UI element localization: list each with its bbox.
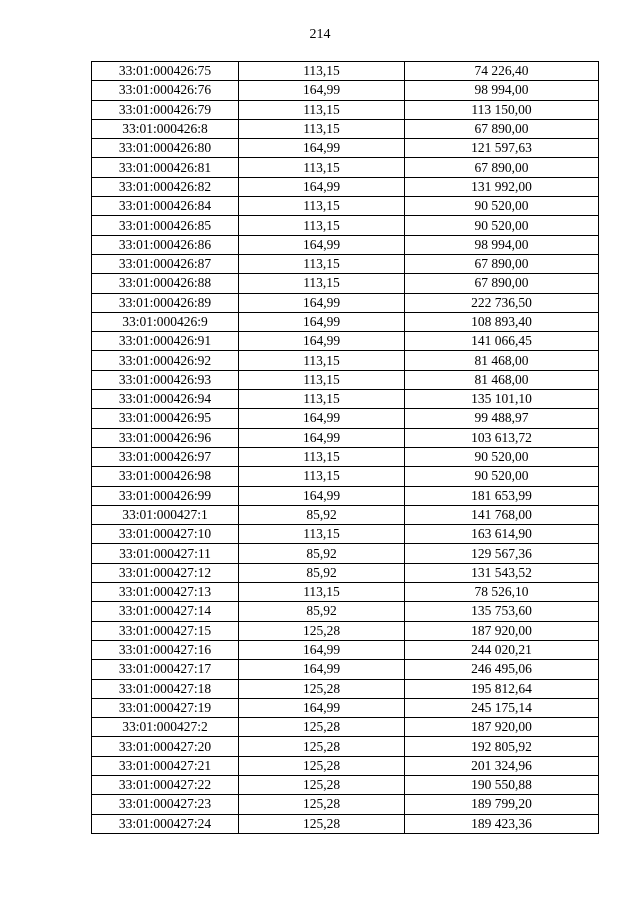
cadastral-number-cell: 33:01:000427:22 <box>92 775 239 794</box>
cadastral-number-cell: 33:01:000427:12 <box>92 563 239 582</box>
table-row <box>92 312 599 331</box>
rate-cell: 85,92 <box>239 602 405 621</box>
table-row <box>92 177 599 196</box>
table-row <box>92 467 599 486</box>
rate-cell: 125,28 <box>239 679 405 698</box>
table-row <box>92 640 599 659</box>
cost-cell: 81 468,00 <box>405 351 599 370</box>
cadastral-number-cell: 33:01:000426:86 <box>92 235 239 254</box>
table-row <box>92 602 599 621</box>
rate-cell: 164,99 <box>239 312 405 331</box>
cadastral-number-cell: 33:01:000427:19 <box>92 698 239 717</box>
cadastral-number-cell: 33:01:000427:14 <box>92 602 239 621</box>
cadastral-number-cell: 33:01:000427:13 <box>92 583 239 602</box>
cadastral-number-cell: 33:01:000426:82 <box>92 177 239 196</box>
cost-cell: 121 597,63 <box>405 139 599 158</box>
cadastral-number-cell: 33:01:000426:80 <box>92 139 239 158</box>
rate-cell: 113,15 <box>239 62 405 81</box>
rate-cell: 125,28 <box>239 775 405 794</box>
table-row <box>92 447 599 466</box>
cost-cell: 103 613,72 <box>405 428 599 447</box>
cadastral-number-cell: 33:01:000426:89 <box>92 293 239 312</box>
cadastral-number-cell: 33:01:000426:81 <box>92 158 239 177</box>
cost-cell: 67 890,00 <box>405 119 599 138</box>
cadastral-number-cell: 33:01:000426:99 <box>92 486 239 505</box>
table-row <box>92 660 599 679</box>
cost-cell: 90 520,00 <box>405 447 599 466</box>
cost-cell: 163 614,90 <box>405 525 599 544</box>
table-row <box>92 332 599 351</box>
cadastral-number-cell: 33:01:000427:1 <box>92 505 239 524</box>
cost-cell: 141 066,45 <box>405 332 599 351</box>
table-row <box>92 158 599 177</box>
table-row <box>92 139 599 158</box>
cadastral-number-cell: 33:01:000427:15 <box>92 621 239 640</box>
cadastral-number-cell: 33:01:000426:97 <box>92 447 239 466</box>
cost-cell: 74 226,40 <box>405 62 599 81</box>
rate-cell: 113,15 <box>239 274 405 293</box>
table-row <box>92 428 599 447</box>
rate-cell: 164,99 <box>239 428 405 447</box>
table-row <box>92 235 599 254</box>
rate-cell: 85,92 <box>239 544 405 563</box>
table-row <box>92 370 599 389</box>
rate-cell: 113,15 <box>239 370 405 389</box>
cost-cell: 222 736,50 <box>405 293 599 312</box>
cost-cell: 201 324,96 <box>405 756 599 775</box>
rate-cell: 125,28 <box>239 621 405 640</box>
rate-cell: 164,99 <box>239 698 405 717</box>
table-row <box>92 505 599 524</box>
rate-cell: 113,15 <box>239 197 405 216</box>
rate-cell: 113,15 <box>239 119 405 138</box>
cadastral-number-cell: 33:01:000426:95 <box>92 409 239 428</box>
table-row <box>92 814 599 833</box>
rate-cell: 164,99 <box>239 139 405 158</box>
table-row <box>92 795 599 814</box>
table-row <box>92 254 599 273</box>
rate-cell: 113,15 <box>239 390 405 409</box>
cost-cell: 135 101,10 <box>405 390 599 409</box>
cost-cell: 129 567,36 <box>405 544 599 563</box>
cadastral-number-cell: 33:01:000427:18 <box>92 679 239 698</box>
cadastral-number-cell: 33:01:000427:16 <box>92 640 239 659</box>
rate-cell: 113,15 <box>239 467 405 486</box>
page-number: 214 <box>309 27 331 42</box>
rate-cell: 113,15 <box>239 254 405 273</box>
rate-cell: 164,99 <box>239 81 405 100</box>
cost-cell: 90 520,00 <box>405 216 599 235</box>
cadastral-number-cell: 33:01:000426:92 <box>92 351 239 370</box>
table-row <box>92 698 599 717</box>
cadastral-number-cell: 33:01:000426:87 <box>92 254 239 273</box>
rate-cell: 164,99 <box>239 332 405 351</box>
cost-cell: 246 495,06 <box>405 660 599 679</box>
rate-cell: 113,15 <box>239 351 405 370</box>
cadastral-number-cell: 33:01:000427:10 <box>92 525 239 544</box>
cost-cell: 141 768,00 <box>405 505 599 524</box>
table-body <box>92 62 599 834</box>
cost-cell: 90 520,00 <box>405 197 599 216</box>
cost-cell: 192 805,92 <box>405 737 599 756</box>
cost-cell: 189 423,36 <box>405 814 599 833</box>
cost-cell: 78 526,10 <box>405 583 599 602</box>
rate-cell: 164,99 <box>239 235 405 254</box>
cadastral-number-cell: 33:01:000426:98 <box>92 467 239 486</box>
cadastral-number-cell: 33:01:000427:17 <box>92 660 239 679</box>
cost-cell: 131 992,00 <box>405 177 599 196</box>
table-row <box>92 100 599 119</box>
table-row <box>92 390 599 409</box>
cost-cell: 245 175,14 <box>405 698 599 717</box>
rate-cell: 113,15 <box>239 525 405 544</box>
cadastral-number-cell: 33:01:000427:2 <box>92 718 239 737</box>
cost-cell: 81 468,00 <box>405 370 599 389</box>
table-row <box>92 525 599 544</box>
table-row <box>92 119 599 138</box>
cadastral-number-cell: 33:01:000426:85 <box>92 216 239 235</box>
rate-cell: 125,28 <box>239 756 405 775</box>
rate-cell: 85,92 <box>239 563 405 582</box>
table-row <box>92 756 599 775</box>
cadastral-number-cell: 33:01:000426:96 <box>92 428 239 447</box>
rate-cell: 125,28 <box>239 718 405 737</box>
cost-cell: 90 520,00 <box>405 467 599 486</box>
table-row <box>92 197 599 216</box>
cost-cell: 99 488,97 <box>405 409 599 428</box>
table-row <box>92 718 599 737</box>
rate-cell: 164,99 <box>239 486 405 505</box>
table-row <box>92 486 599 505</box>
cadastral-number-cell: 33:01:000427:20 <box>92 737 239 756</box>
table-row <box>92 621 599 640</box>
rate-cell: 125,28 <box>239 795 405 814</box>
rate-cell: 113,15 <box>239 158 405 177</box>
table-row <box>92 775 599 794</box>
table-row <box>92 409 599 428</box>
cost-cell: 190 550,88 <box>405 775 599 794</box>
table-row <box>92 293 599 312</box>
rate-cell: 85,92 <box>239 505 405 524</box>
cost-cell: 181 653,99 <box>405 486 599 505</box>
cadastral-number-cell: 33:01:000427:23 <box>92 795 239 814</box>
rate-cell: 125,28 <box>239 814 405 833</box>
cost-cell: 187 920,00 <box>405 621 599 640</box>
table-row <box>92 216 599 235</box>
cadastral-number-cell: 33:01:000427:21 <box>92 756 239 775</box>
table-row <box>92 351 599 370</box>
cost-cell: 98 994,00 <box>405 235 599 254</box>
cost-cell: 135 753,60 <box>405 602 599 621</box>
rate-cell: 125,28 <box>239 737 405 756</box>
cadastral-number-cell: 33:01:000426:9 <box>92 312 239 331</box>
cost-cell: 131 543,52 <box>405 563 599 582</box>
table-row <box>92 583 599 602</box>
table-row <box>92 274 599 293</box>
cost-cell: 187 920,00 <box>405 718 599 737</box>
cadastral-number-cell: 33:01:000427:11 <box>92 544 239 563</box>
cadastral-number-cell: 33:01:000426:93 <box>92 370 239 389</box>
cost-cell: 98 994,00 <box>405 81 599 100</box>
rate-cell: 113,15 <box>239 216 405 235</box>
table-row <box>92 62 599 81</box>
cadastral-number-cell: 33:01:000426:84 <box>92 197 239 216</box>
rate-cell: 113,15 <box>239 583 405 602</box>
cost-cell: 195 812,64 <box>405 679 599 698</box>
cadastral-number-cell: 33:01:000426:76 <box>92 81 239 100</box>
cost-cell: 189 799,20 <box>405 795 599 814</box>
data-table <box>91 61 599 834</box>
cadastral-number-cell: 33:01:000426:8 <box>92 119 239 138</box>
cost-cell: 113 150,00 <box>405 100 599 119</box>
table-row <box>92 81 599 100</box>
cadastral-number-cell: 33:01:000426:91 <box>92 332 239 351</box>
rate-cell: 113,15 <box>239 447 405 466</box>
cadastral-number-cell: 33:01:000426:94 <box>92 390 239 409</box>
cost-cell: 108 893,40 <box>405 312 599 331</box>
rate-cell: 164,99 <box>239 660 405 679</box>
cadastral-number-cell: 33:01:000426:75 <box>92 62 239 81</box>
table-row <box>92 737 599 756</box>
rate-cell: 164,99 <box>239 177 405 196</box>
cost-cell: 244 020,21 <box>405 640 599 659</box>
table-row <box>92 563 599 582</box>
table-row <box>92 679 599 698</box>
rate-cell: 164,99 <box>239 293 405 312</box>
cadastral-number-cell: 33:01:000427:24 <box>92 814 239 833</box>
table-row <box>92 544 599 563</box>
rate-cell: 164,99 <box>239 409 405 428</box>
rate-cell: 113,15 <box>239 100 405 119</box>
cost-cell: 67 890,00 <box>405 274 599 293</box>
cost-cell: 67 890,00 <box>405 158 599 177</box>
cadastral-number-cell: 33:01:000426:79 <box>92 100 239 119</box>
cadastral-number-cell: 33:01:000426:88 <box>92 274 239 293</box>
cost-cell: 67 890,00 <box>405 254 599 273</box>
rate-cell: 164,99 <box>239 640 405 659</box>
